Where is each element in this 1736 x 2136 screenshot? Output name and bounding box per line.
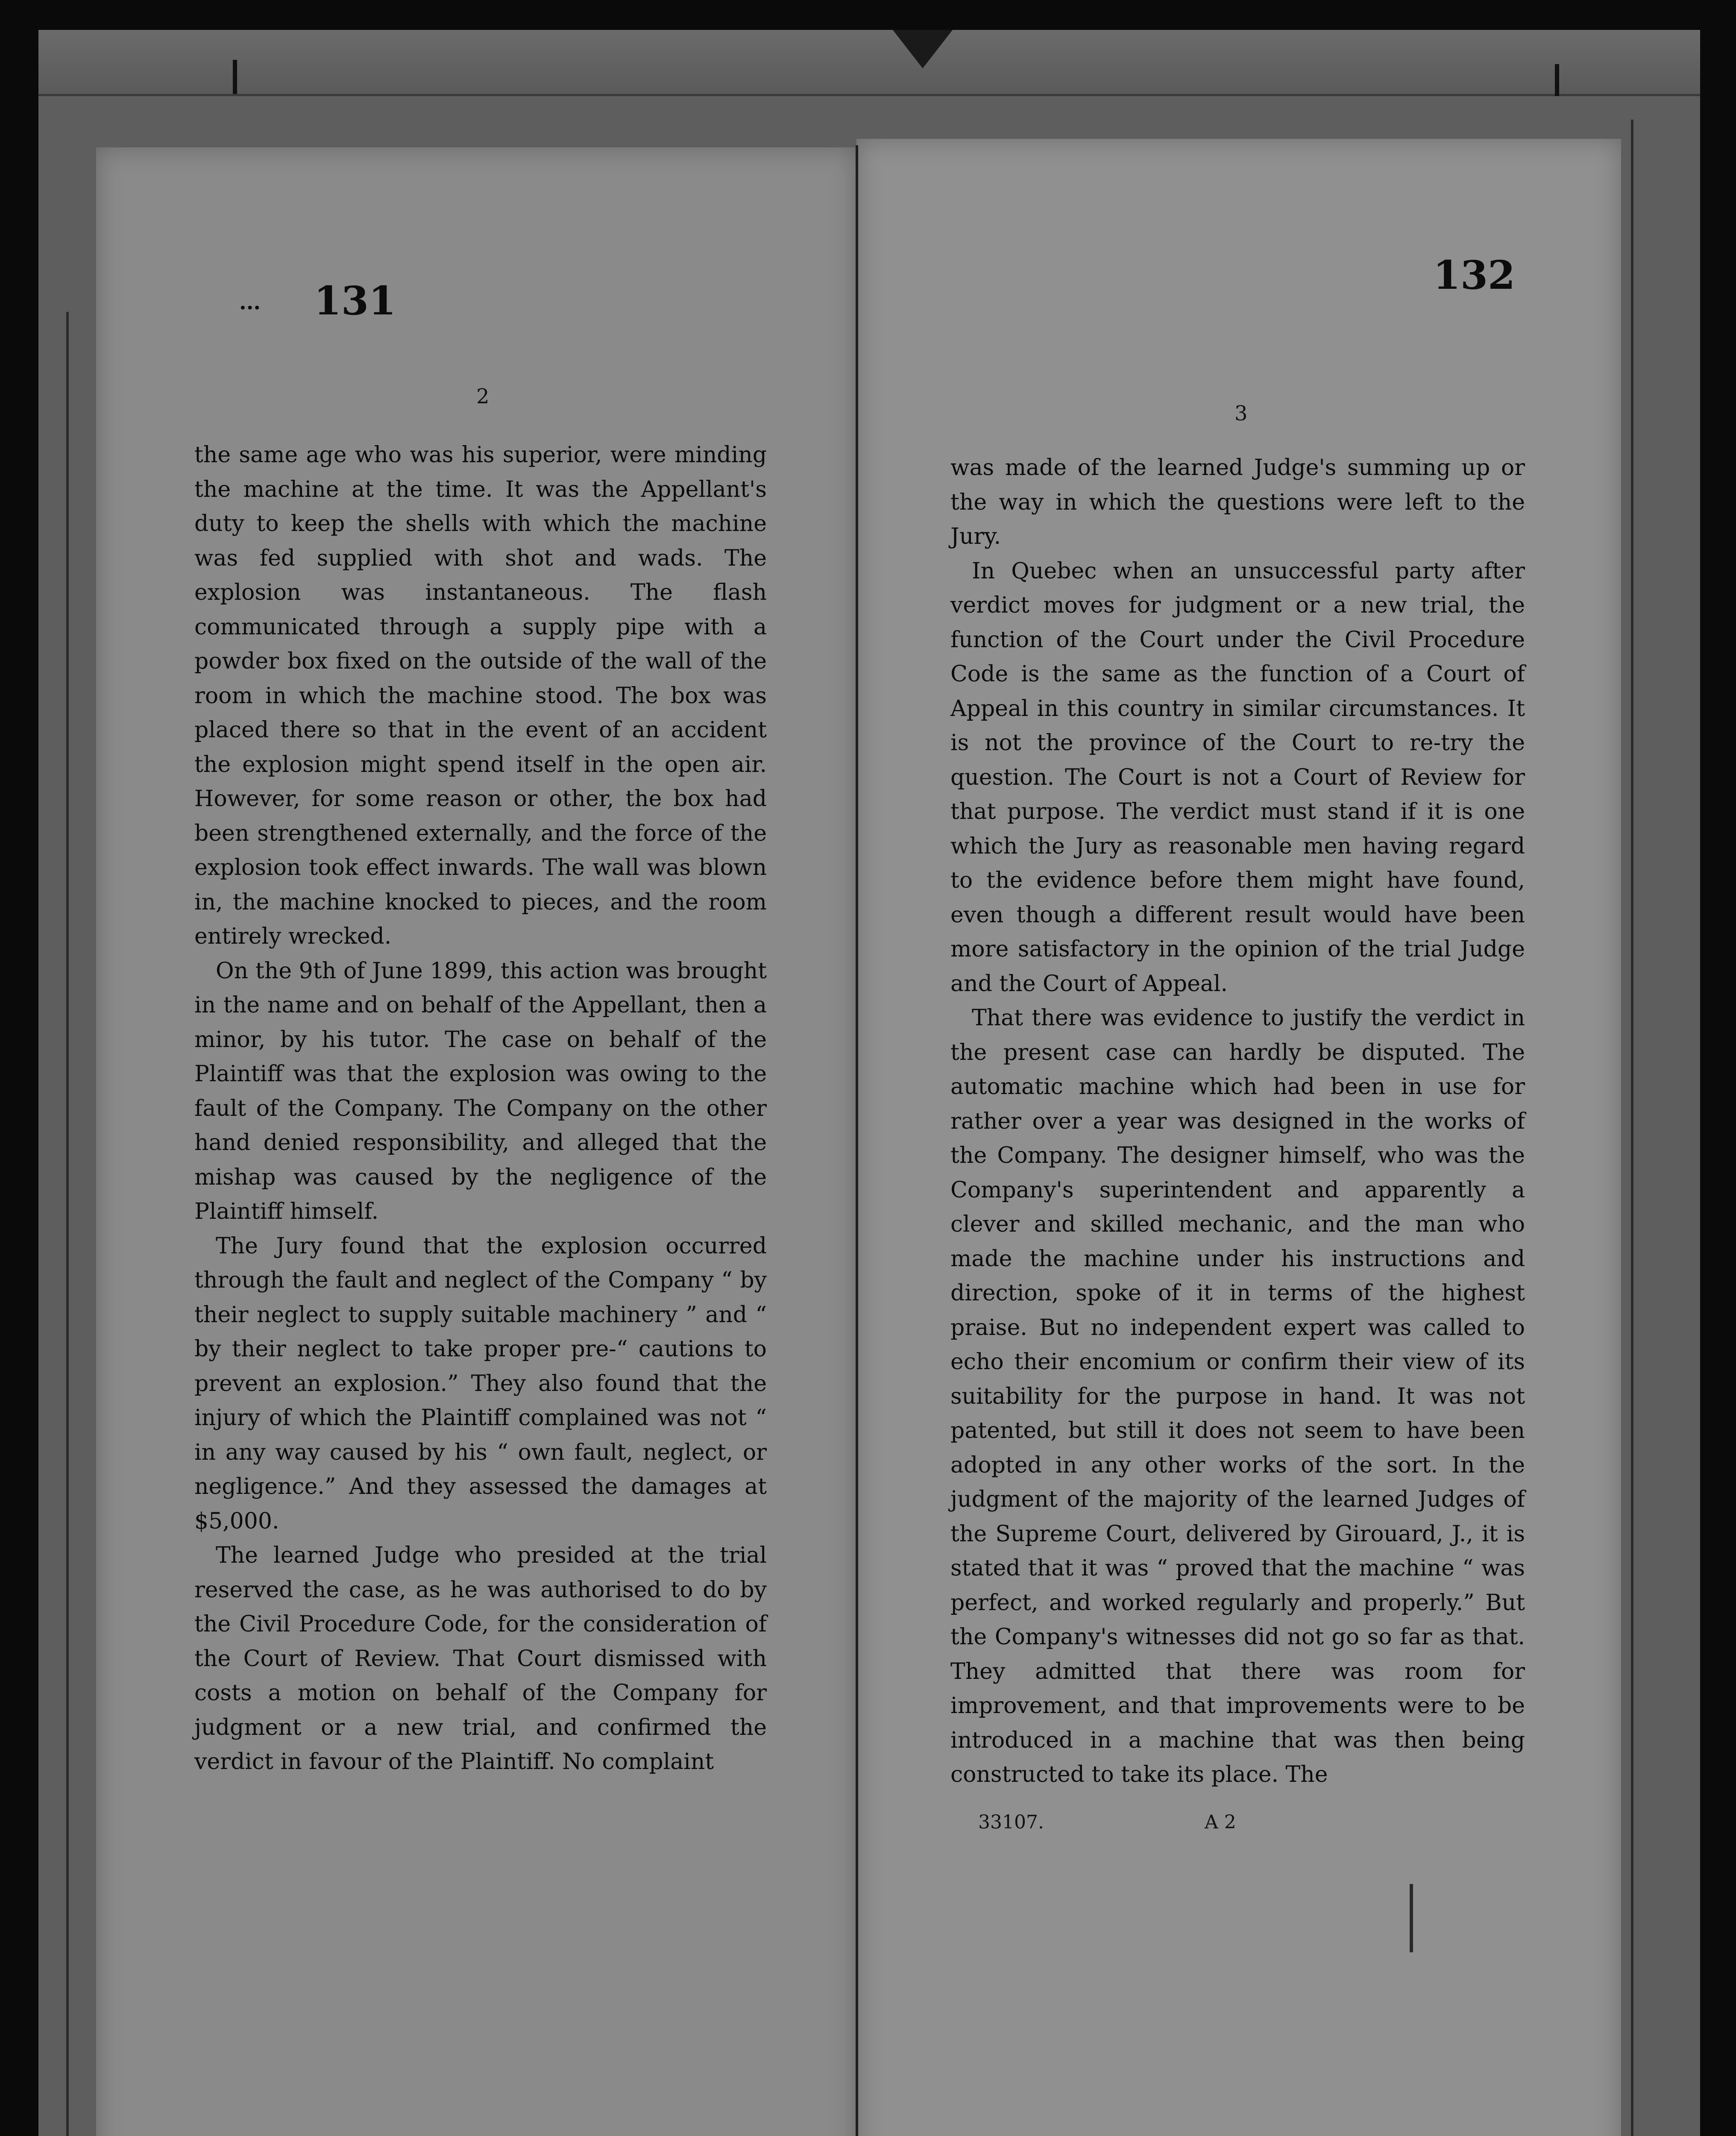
paragraph: That there was evidence to justify the verdict in the present case can hardly be disputed. The automatic machine which had been in use for rather over a year was designed in the works of the Company. The designer himself, who was the Company's superintendent and apparently a clever and skilled mechanic, and the man who made the machine under his instructions and direction, spoke of it in terms of the highest praise. But no independent expert was called to echo their encomium or confirm their view of its suitability for the purpose in hand. It was not patented, but still it does not seem to have been adopted in any other works of the sort. In the judgment of the majority of the learned Judges of the Supreme Court, delivered by Girouard, J., it is stated that it was “ proved that the machine “ was perfect, and worked regularly and properly.” But the Company's witnesses did not go so far as that. They admitted that there was room for improvement, and that improvements were to be introduced in a machine that was then being constructed to take its place. The — [950, 1005, 1525, 1787]
left-page-number-prefix: ... — [239, 290, 261, 314]
alignment-notch — [893, 30, 953, 68]
page-divider — [856, 145, 858, 2136]
film-holder-strip — [38, 30, 1700, 97]
paragraph: In Quebec when an unsuccessful party after verdict moves for judgment or a new trial, the function of the Court under the Civil Procedure Code is the same as the function of a Court of Appeal in this country in similar circumstances. It is not the province of the Court to re-try the question. The Court is not a Court of Review for that purpose. The verdict must stand if it is one which the Jury as reasonable men having regard to the evidence before them might have found, even though a different result would have been more satisfactory in the opinion of the trial Judge and the Court of Appeal. — [950, 558, 1525, 997]
right-column-number: 3 — [1235, 402, 1248, 425]
page-scratch-mark — [1410, 1884, 1413, 1952]
backing-edge-right — [1631, 120, 1633, 2136]
print-job-number: 33107. — [978, 1811, 1044, 1833]
paragraph: was made of the learned Judge's summing up or the way in which the questions were left to the Jury. — [950, 455, 1525, 549]
paragraph: the same age who was his superior, were minding the machine at the time. It was the Appellant's duty to keep the shells with which the machine was fed supplied with shot and wads. The explosion was instantaneous. The flash communicated through a supply pipe with a powder box fixed on the outside of the wall of the room in which the machine stood. The box was placed there so that in the event of an accident the explosion might spend itself in the open air. However, for some reason or other, the box had been strengthened externally, and the force of the explosion took effect inwards. The wall was blown in, the machine knocked to pieces, and the room entirely wrecked. — [194, 442, 767, 949]
left-page-number: 131 — [314, 278, 396, 324]
paragraph: The Jury found that the explosion occurred through the fault and neglect of the Company “ by their neglect to supply suitable machinery ” and “ by their neglect to take proper pre-“ cautions to prevent an explosion.” They also found that the injury of which the Plaintiff complained was not “ in any way caused by his “ own fault, neglect, or negligence.” And they assessed the damages at $5,000. — [194, 1233, 767, 1534]
signature-mark: A 2 — [1205, 1811, 1236, 1833]
frame-mark-left — [233, 60, 237, 94]
paragraph: The learned Judge who presided at the trial reserved the case, as he was authorised to do by the Civil Procedure Code, for the consideration of the Court of Review. That Court dismissed with costs a motion on behalf of the Company for judgment or a new trial, and confirmed the verdict in favour of the Plaintiff. No complaint — [194, 1543, 767, 1775]
paragraph: On the 9th of June 1899, this action was brought in the name and on behalf of the Appellant, then a minor, by his tutor. The case on behalf of the Plaintiff was that the explosion was owing to the fault of the Company. The Company on the other hand denied responsibility, and alleged that the mishap was caused by the negligence of the Plaintiff himself. — [194, 958, 767, 1224]
left-page-text — [194, 438, 767, 1779]
right-page-number: 132 — [1433, 252, 1516, 298]
left-column-number: 2 — [476, 384, 490, 408]
right-page-text — [950, 451, 1525, 1792]
backing-edge-left — [66, 312, 69, 2136]
frame-mark-right — [1555, 64, 1559, 98]
